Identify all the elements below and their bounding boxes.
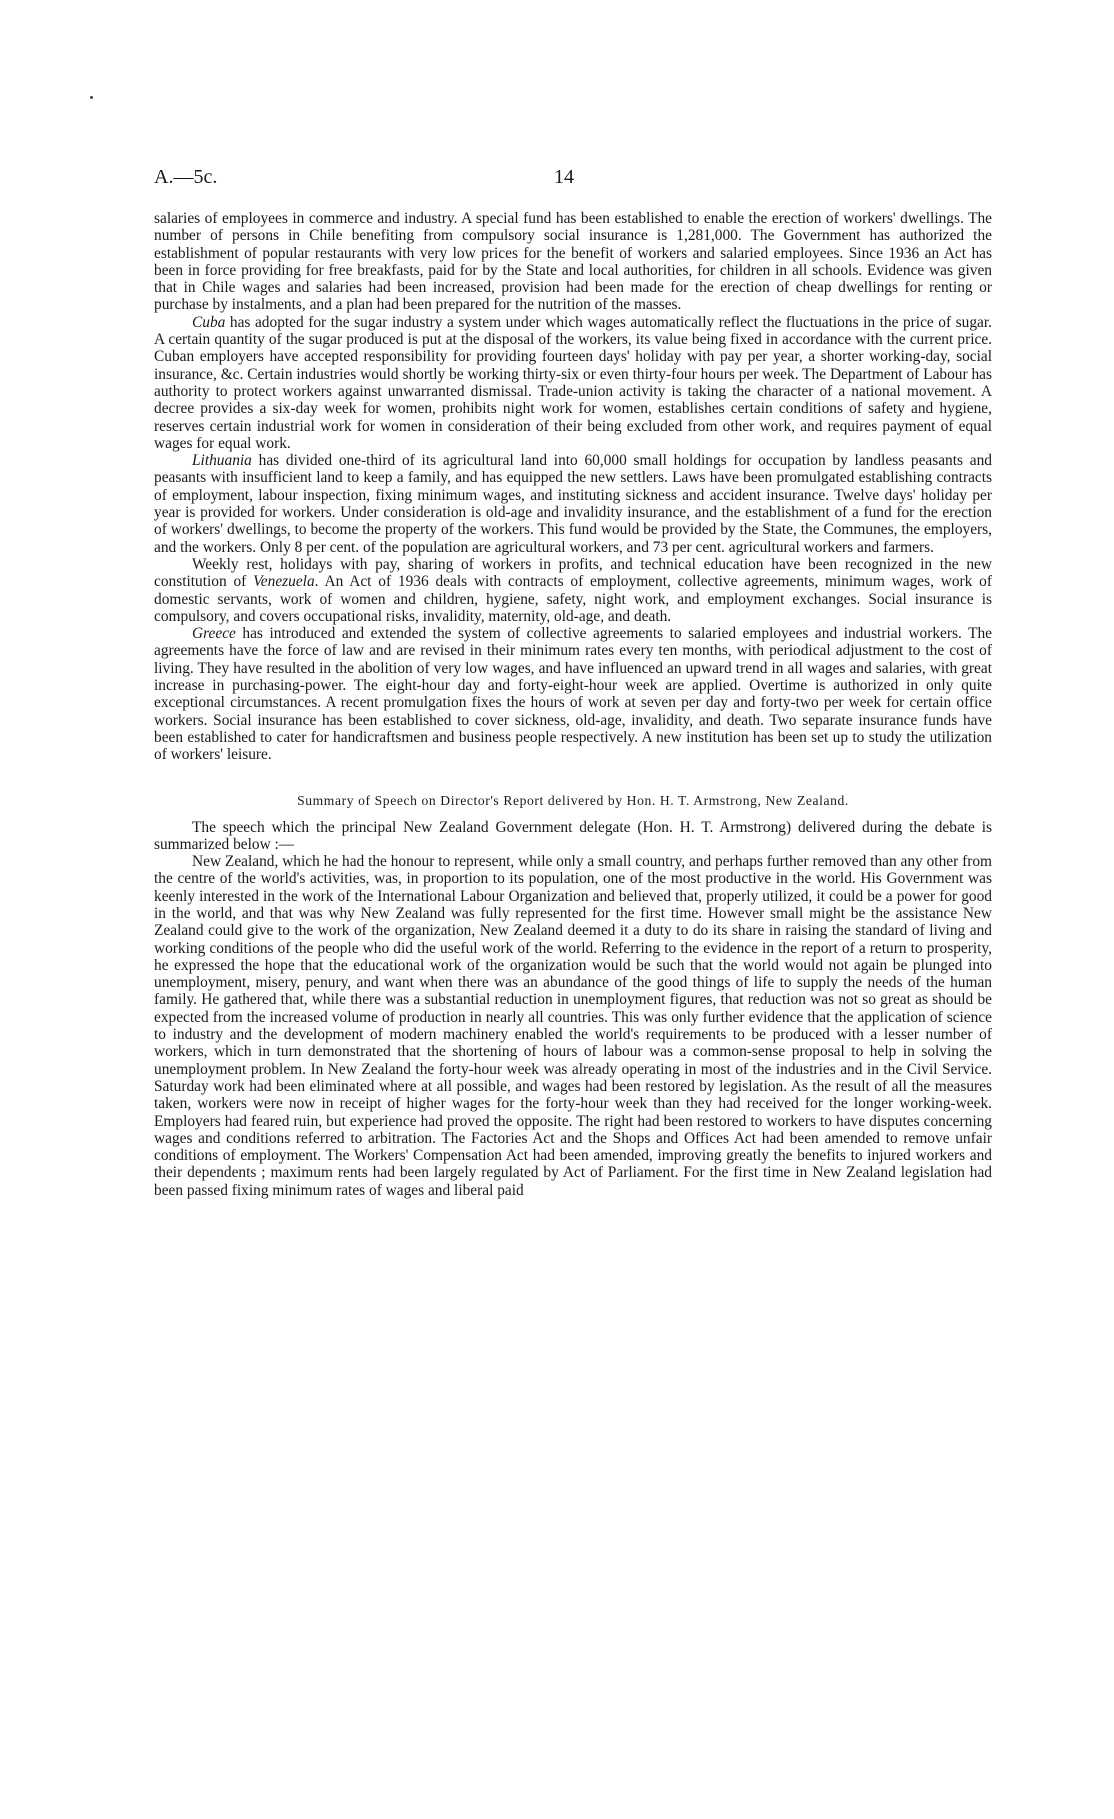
country-name-cuba: Cuba <box>192 313 226 331</box>
paragraph-venezuela-text-start: Weekly rest, holidays with pay, sharing of workers in profits, and technical education have been recognized in the new constitution of <box>154 555 992 591</box>
paragraph-lithuania <box>154 452 992 556</box>
page-number: 14 <box>554 166 574 188</box>
paragraph-chile-continued: salaries of employees in commerce and industry. A special fund has been established to enable the erection of workers' dwellings. The number of persons in Chile benefiting from compulsory social insurance is 1,281,000. The Government has authorized the establishment of popular restaurants with very low prices for the benefit of workers and salaried employees. Since 1936 an Act has been in force providing for free breakfasts, paid for by the State and local authorities, for children in all schools. Evidence was given that in Chile wages and salaries had been increased, provision had been made for the erection of cheap dwellings for renting or purchase by instalments, and a plan had been prepared for the nutrition of the masses. <box>154 210 992 314</box>
paragraph-speech-body: New Zealand, which he had the honour to represent, while only a small country, and perhaps further removed than any other from the centre of the world's activities, was, in proportion to its population, one of the most productive in the world. His Government was keenly interested in the work of the International Labour Organization and believed that, properly utilized, it could be a power for good in the world, and that was why New Zealand was fully represented for the first time. However small might be the assistance New Zealand could give to the work of the organization, New Zealand deemed it a duty to do its share in raising the standard of living and working conditions of the people who did the useful work of the world. Referring to the evidence in the report of a return to prosperity, he expressed the hope that the educational work of the organization would be such that the world would not again be plunged into unemployment, misery, penury, and want when there was an abundance of the good things of life to supply the needs of the human family. He gathered that, while there was a substantial reduction in unemployment figures, that reduction was not so great as should be expected from the increased volume of production in nearly all countries. This was only further evidence that the application of science to industry and the development of modern machinery enabled the world's requirements to be produced with a lesser number of workers, which in turn demonstrated that the shortening of hours of labour was a common-sense proposal to help in solving the unemployment problem. In New Zealand the forty-hour week was already operating in most of the industries and in the Civil Service. Saturday work had been eliminated where at all possible, and wages had been restored by legislation. As the result of all the measures taken, workers were now in receipt of higher wages for the forty-hour week than they had received for the longer working-week. Employers had feared ruin, but experience had proved the opposite. The right had been restored to workers to have disputes concerning wages and conditions referred to arbitration. The Factories Act and the Shops and Offices Act had been amended to remove unfair conditions of employment. The Workers' Compensation Act had been amended, improving greatly the benefits to injured workers and their dependents ; maximum rents had been largely regulated by Act of Parliament. For the first time in New Zealand legislation had been passed fixing minimum rates of wages and liberal paid <box>154 853 992 1199</box>
paragraph-greece-text: has introduced and extended the system of collective agreements to salaried employees and industrial workers. The agreements have the force of law and are revised in their minimum rates every ten months, with periodical adjustment to the cost of living. They have resulted in the abolition of very low wages, and have influenced an upward trend in all wages and salaries, with great increase in purchasing-power. The eight-hour day and forty-eight-hour week are applied. Overtime is authorized in only quite exceptional circumstances. A recent promulgation fixes the hours of work at seven per day and forty-two per week for certain office workers. Social insurance has been established to cover sickness, old-age, invalidity, and death. Two separate insurance funds have been established to cater for handicraftsmen and business people respectively. A new institution has been set up to study the utilization of workers' leisure. <box>154 625 992 764</box>
country-name-venezuela: Venezuela <box>253 573 315 591</box>
paragraph-speech-intro: The speech which the principal New Zealand Government delegate (Hon. H. T. Armstrong) delivered during the debate is summarized below :— <box>154 818 992 853</box>
country-name-lithuania: Lithuania <box>192 452 252 470</box>
page-body <box>154 210 992 1199</box>
section-heading: Summary of Speech on Director's Report delivered by Hon. H. T. Armstrong, New Zealand. <box>297 792 849 808</box>
paragraph-cuba-text: has adopted for the sugar industry a system under which wages automatically reflect the fluctuations in the price of sugar. A certain quantity of the sugar produced is put at the disposal of the workers, its value being fixed in accordance with the current price. Cuban employers have accepted responsibility for providing fourteen days' holiday with pay per year, a shorter working-day, social insurance, &c. Certain industries would shortly be working thirty-six or even thirty-four hours per week. The Department of Labour has authority to protect workers against unwarranted dismissal. Trade-union activity is taking the character of a national movement. A decree provides a six-day week for women, prohibits night work for women, establishes certain conditions of safety and hygiene, reserves certain industrial work for women in consideration of their being excluded from other work, and requires payment of equal wages for equal work. <box>154 313 992 452</box>
scan-speck <box>90 96 93 99</box>
paragraph-greece <box>154 625 992 763</box>
paragraph-lithuania-text: has divided one-third of its agricultural land into 60,000 small holdings for occupation by landless peasants and peasants with insufficient land to keep a family, and has equipped the new settlers. Laws have been promulgated establishing contracts of employment, labour inspection, fixing minimum wages, and instituting sickness and accident insurance. Twelve days' holiday per year is provided for workers. Under consideration is old-age and invalidity insurance, and the establishment of a fund for the erection of workers' dwellings, to become the property of the workers. This fund would be provided by the State, the Communes, the employers, and the workers. Only 8 per cent. of the population are agricultural workers, and 73 per cent. agricultural workers and farmers. <box>154 452 992 556</box>
country-name-greece: Greece <box>192 625 236 643</box>
page-header <box>154 166 992 190</box>
paragraph-cuba <box>154 314 992 452</box>
series-number: A.—5c. <box>154 166 218 188</box>
paragraph-venezuela <box>154 556 992 625</box>
paragraph-venezuela-text-end: . An Act of 1936 deals with contracts of employment, collective agreements, minimum wages, work of domestic servants, work of women and children, hygiene, safety, night work, and employment exchanges. Social insurance is compulsory, and covers occupational risks, invalidity, maternity, old-age, and death. <box>154 573 992 625</box>
